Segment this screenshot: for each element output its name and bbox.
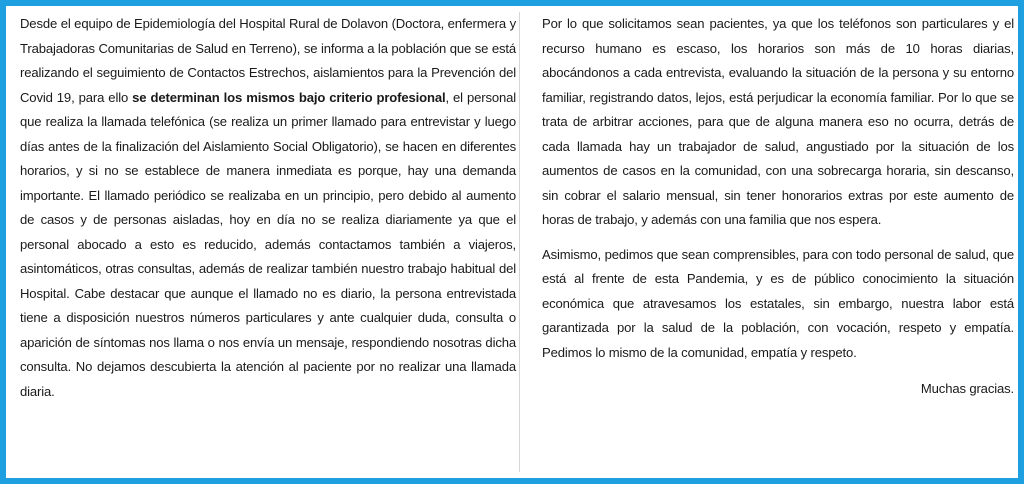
left-paragraph-text-1: Desde el equipo de Epidemiología del Hospital Rural de Dolavon (Doctora, enfermera y Trabajadoras Comunitarias de Salud en Terreno), se informa a la población que se está realizando el seguimiento de Contactos Estrechos, aislamientos para la Prevención del Covid 19, para ello <box>20 16 516 105</box>
left-column <box>20 6 516 478</box>
right-column <box>542 6 1014 478</box>
left-paragraph-bold-text: se determinan los mismos bajo criterio profesional <box>132 89 446 105</box>
left-paragraph-text-2: , el personal que realiza la llamada telefónica (se realiza un primer llamado para entrevistar y luego días antes de la finalización del Aislamiento Social Obligatorio), se hacen en diferentes horarios, y si no se establece de manera inmediata es porque, hay una demanda importante. El llamado periódico se realizaba en un principio, pero debido al aumento de casos y de personas aisladas, hoy en día no se realiza diariamente ya que el personal abocado a esto es reducido, además contactamos también a viajeros, asintomáticos, otras consultas, además de realizar también nuestro trabajo habitual del Hospital. Cabe destacar que aunque el llamado no es diario, la persona entrevistada tiene a disposición nuestros números particulares y ante cualquier duda, consulta o aparición de síntomas nos llama o nos envía un mensaje, respondiendo nosotras dicha consulta. No dejamos descubierta la atención al paciente por no realizar una llamada diaria. <box>20 89 516 399</box>
column-divider <box>519 12 520 472</box>
closing-thanks: Muchas gracias. <box>920 381 1014 396</box>
left-paragraph <box>20 12 516 404</box>
right-paragraph-1: Por lo que solicitamos sean pacientes, ya que los teléfonos son particulares y el recurso humano es escaso, los horarios son más de 10 horas diarias, abocándonos a cada entrevista, evaluando la situación de la persona y su entorno familiar, registrando datos, lejos, está perjudicar la economía familiar. Por lo que se trata de arbitrar acciones, para que de alguna manera eso no ocurra, detrás de cada llamada hay un trabajador de salud, angustiado por la situación de los aumentos de casos en la comunidad, con una sobrecarga horaria, sin descanso, sin cobrar el salario mensual, sin tener honorarios extras por este aumento de horas de trabajo, y además con una familia que nos espera. <box>542 16 1014 227</box>
right-paragraph-2: Asimismo, pedimos que sean comprensibles, para con todo personal de salud, que está al frente de esta Pandemia, y es de público conocimiento la situación económica que atravesamos los estatales, sin embargo, nuestra labor está garantizada por la salud de la población, con vocación, respeto y empatía. Pedimos lo mismo de la comunidad, empatía y respeto. <box>542 246 1014 360</box>
